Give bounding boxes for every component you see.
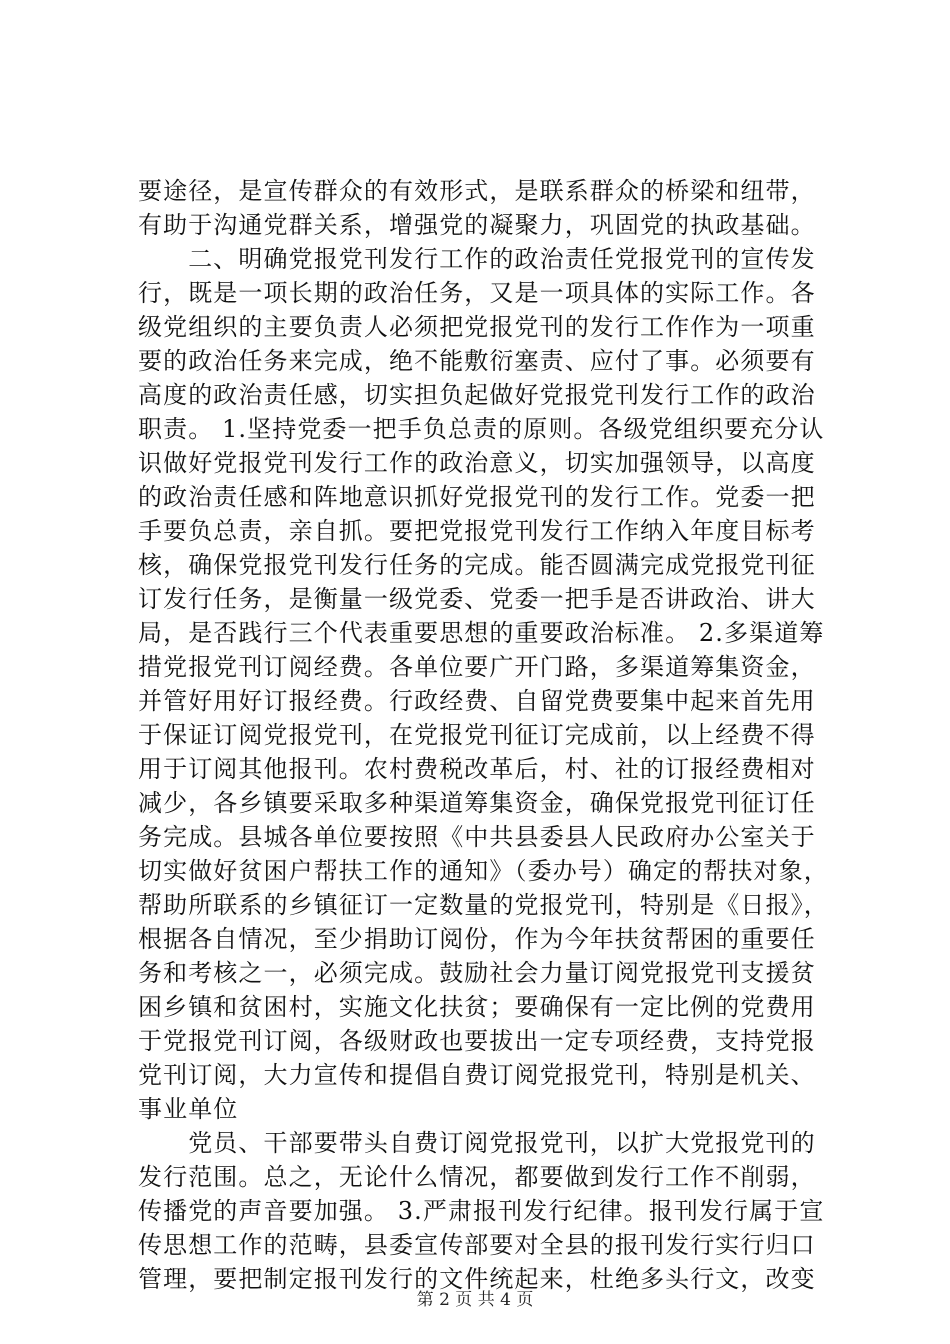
text-line: 传思想工作的范畴，县委宣传部要对全县的报刊发行实行归口 [138, 1231, 816, 1259]
text-line: 手要负总责，亲自抓。要把党报党刊发行工作纳入年度目标考 [138, 517, 816, 545]
text-line: 务完成。县城各单位要按照《中共县委县人民政府办公室关于 [138, 823, 816, 851]
text-line: 并管好用好订报经费。行政经费、自留党费要集中起来首先用 [138, 687, 816, 715]
text-line: 于保证订阅党报党刊，在党报党刊征订完成前，以上经费不得 [138, 721, 816, 749]
text-line: 级党组织的主要负责人必须把党报党刊的发行工作作为一项重 [138, 313, 816, 341]
text-line: 的政治责任感和阵地意识抓好党报党刊的发行工作。党委一把 [138, 483, 816, 511]
text-line: 于党报党刊订阅，各级财政也要拔出一定专项经费，支持党报 [138, 1027, 816, 1055]
text-line: 减少，各乡镇要采取多种渠道筹集资金，确保党报党刊征订任 [138, 789, 816, 817]
text-line: 用于订阅其他报刊。农村费税改革后，村、社的订报经费相对 [138, 755, 816, 783]
text-line: 措党报党刊订阅经费。各单位要广开门路，多渠道筹集资金， [138, 653, 816, 681]
text-line: 高度的政治责任感，切实担负起做好党报党刊发行工作的政治 [138, 381, 816, 409]
text-line: 务和考核之一，必须完成。鼓励社会力量订阅党报党刊支援贫 [138, 959, 816, 987]
text-line: 核，确保党报党刊发行任务的完成。能否圆满完成党报党刊征 [138, 551, 816, 579]
text-line: 订发行任务，是衡量一级党委、党委一把手是否讲政治、讲大 [138, 585, 816, 613]
text-line: 根据各自情况，至少捐助订阅份，作为今年扶贫帮困的重要任 [138, 925, 816, 953]
text-line: 职责。 1.坚持党委一把手负总责的原则。各级党组织要充分认 [138, 415, 825, 443]
text-line: 帮助所联系的乡镇征订一定数量的党报党刊，特别是《日报》， [138, 891, 829, 919]
text-line: 党员、干部要带头自费订阅党报党刊，以扩大党报党刊的 [138, 1129, 816, 1157]
text-line: 党刊订阅，大力宣传和提倡自费订阅党报党刊，特别是机关、 [138, 1061, 816, 1089]
text-line: 事业单位 [138, 1095, 239, 1123]
text-line: 识做好党报党刊发行工作的政治意义，切实加强领导，以高度 [138, 449, 816, 477]
text-line: 发行范围。总之，无论什么情况，都要做到发行工作不削弱， [138, 1163, 816, 1191]
text-line: 切实做好贫困户帮扶工作的通知》（委办号）确定的帮扶对象， [138, 857, 829, 885]
text-line: 局，是否践行三个代表重要思想的重要政治标准。 2.多渠道筹 [138, 619, 825, 647]
text-line: 要的政治任务来完成，绝不能敷衍塞责、应付了事。必须要有 [138, 347, 816, 375]
text-line: 传播党的声音要加强。 3.严肃报刊发行纪律。报刊发行属于宣 [138, 1197, 825, 1225]
text-line: 二、明确党报党刊发行工作的政治责任党报党刊的宣传发 [138, 245, 816, 273]
text-line: 有助于沟通党群关系，增强党的凝聚力，巩固党的执政基础。 [138, 211, 816, 239]
text-line: 管理，要把制定报刊发行的文件统起来，杜绝多头行文，改变 [138, 1265, 816, 1293]
document-body [138, 174, 828, 1296]
text-line: 要途径，是宣传群众的有效形式，是联系群众的桥梁和纽带， [138, 177, 816, 205]
text-line: 行，既是一项长期的政治任务，又是一项具体的实际工作。各 [138, 279, 816, 307]
text-line: 困乡镇和贫困村，实施文化扶贫；要确保有一定比例的党费用 [138, 993, 816, 1021]
page-number-footer: 第 2 页 共 4 页 [416, 1290, 534, 1310]
